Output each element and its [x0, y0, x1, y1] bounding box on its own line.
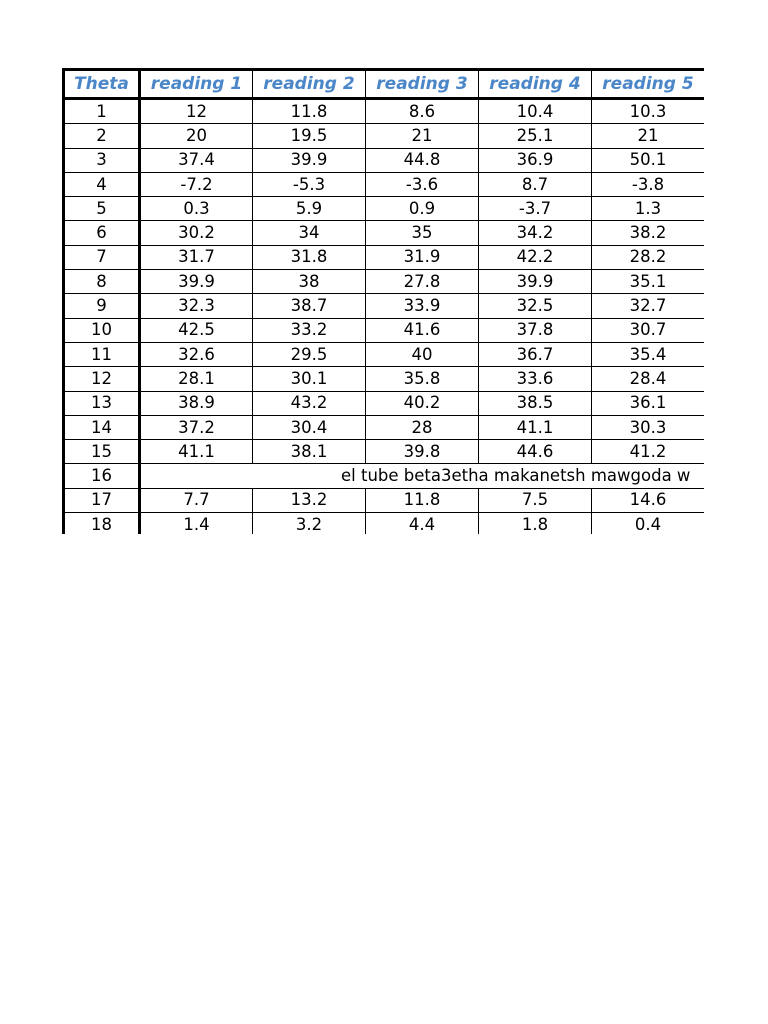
- reading-cell[interactable]: 0.9: [366, 197, 479, 221]
- header-reading-4[interactable]: reading 4: [479, 70, 592, 99]
- reading-cell[interactable]: 32.3: [140, 294, 253, 318]
- reading-cell[interactable]: 33.9: [366, 294, 479, 318]
- theta-cell[interactable]: 18: [64, 513, 140, 534]
- table-row: [64, 415, 705, 439]
- reading-cell[interactable]: 11.8: [253, 99, 366, 124]
- reading-cell[interactable]: 5.9: [253, 197, 366, 221]
- header-reading-5[interactable]: reading 5: [592, 70, 705, 99]
- table-row: [64, 391, 705, 415]
- reading-cell[interactable]: 33.2: [253, 318, 366, 342]
- reading-cell[interactable]: 7.5: [479, 488, 592, 512]
- theta-cell[interactable]: 17: [64, 488, 140, 512]
- reading-cell[interactable]: 30.7: [592, 318, 705, 342]
- reading-cell[interactable]: -3.6: [366, 172, 479, 196]
- reading-cell[interactable]: 28: [366, 415, 479, 439]
- reading-cell[interactable]: 10.3: [592, 99, 705, 124]
- reading-cell[interactable]: 32.6: [140, 342, 253, 366]
- header-reading-1[interactable]: reading 1: [140, 70, 253, 99]
- merged-note-cell[interactable]: el tube beta3etha makanetsh mawgoda w: [140, 464, 705, 488]
- theta-cell[interactable]: 13: [64, 391, 140, 415]
- reading-cell[interactable]: 41.2: [592, 440, 705, 464]
- header-theta[interactable]: Theta: [64, 70, 140, 99]
- theta-cell[interactable]: 8: [64, 270, 140, 294]
- theta-cell[interactable]: 12: [64, 367, 140, 391]
- table-row-note: [64, 464, 705, 488]
- table-row: [64, 294, 705, 318]
- table-row: [64, 318, 705, 342]
- reading-cell[interactable]: 40: [366, 342, 479, 366]
- reading-cell[interactable]: 0.3: [140, 197, 253, 221]
- reading-cell[interactable]: 38.2: [592, 221, 705, 245]
- reading-cell[interactable]: 44.6: [479, 440, 592, 464]
- reading-cell[interactable]: 21: [366, 124, 479, 148]
- reading-cell[interactable]: 32.5: [479, 294, 592, 318]
- reading-cell[interactable]: 40.2: [366, 391, 479, 415]
- reading-cell[interactable]: 38.5: [479, 391, 592, 415]
- reading-cell[interactable]: -5.3: [253, 172, 366, 196]
- table-body: [64, 99, 705, 535]
- reading-cell[interactable]: 30.4: [253, 415, 366, 439]
- reading-cell[interactable]: 31.7: [140, 245, 253, 269]
- reading-cell[interactable]: 29.5: [253, 342, 366, 366]
- reading-cell[interactable]: 28.2: [592, 245, 705, 269]
- reading-cell[interactable]: 39.8: [366, 440, 479, 464]
- table-row: [64, 99, 705, 124]
- table-row: [64, 221, 705, 245]
- table-row: [64, 148, 705, 172]
- theta-cell[interactable]: 11: [64, 342, 140, 366]
- reading-cell[interactable]: 1.3: [592, 197, 705, 221]
- theta-cell[interactable]: 6: [64, 221, 140, 245]
- reading-cell[interactable]: 31.9: [366, 245, 479, 269]
- reading-cell[interactable]: 30.2: [140, 221, 253, 245]
- reading-cell[interactable]: 36.7: [479, 342, 592, 366]
- reading-cell[interactable]: 39.9: [253, 148, 366, 172]
- reading-cell[interactable]: 36.9: [479, 148, 592, 172]
- table-row: [64, 270, 705, 294]
- reading-cell[interactable]: 19.5: [253, 124, 366, 148]
- reading-cell[interactable]: 39.9: [479, 270, 592, 294]
- table-row: [64, 197, 705, 221]
- table-row: [64, 367, 705, 391]
- reading-cell[interactable]: -7.2: [140, 172, 253, 196]
- reading-cell[interactable]: 37.4: [140, 148, 253, 172]
- reading-cell[interactable]: 4.4: [366, 513, 479, 534]
- theta-cell[interactable]: 1: [64, 99, 140, 124]
- reading-cell[interactable]: 25.1: [479, 124, 592, 148]
- reading-cell[interactable]: 1.4: [140, 513, 253, 534]
- reading-cell[interactable]: 34: [253, 221, 366, 245]
- reading-cell[interactable]: 36.1: [592, 391, 705, 415]
- theta-cell[interactable]: 7: [64, 245, 140, 269]
- reading-cell[interactable]: 44.8: [366, 148, 479, 172]
- reading-cell[interactable]: 0.4: [592, 513, 705, 534]
- reading-cell[interactable]: -3.8: [592, 172, 705, 196]
- table-row: [64, 513, 705, 534]
- reading-cell[interactable]: 28.4: [592, 367, 705, 391]
- reading-cell[interactable]: 39.9: [140, 270, 253, 294]
- theta-cell[interactable]: 10: [64, 318, 140, 342]
- table-row: [64, 440, 705, 464]
- reading-cell[interactable]: 21: [592, 124, 705, 148]
- reading-cell[interactable]: 8.6: [366, 99, 479, 124]
- reading-cell[interactable]: 32.7: [592, 294, 705, 318]
- spreadsheet-view: [62, 68, 704, 534]
- reading-cell[interactable]: 34.2: [479, 221, 592, 245]
- theta-cell[interactable]: 15: [64, 440, 140, 464]
- reading-cell[interactable]: 1.8: [479, 513, 592, 534]
- reading-cell[interactable]: 10.4: [479, 99, 592, 124]
- theta-cell[interactable]: 4: [64, 172, 140, 196]
- reading-cell[interactable]: 30.1: [253, 367, 366, 391]
- reading-cell[interactable]: 38.1: [253, 440, 366, 464]
- theta-cell[interactable]: 3: [64, 148, 140, 172]
- reading-cell[interactable]: 41.1: [479, 415, 592, 439]
- reading-cell[interactable]: 11.8: [366, 488, 479, 512]
- header-row: [64, 70, 705, 99]
- reading-cell[interactable]: 33.6: [479, 367, 592, 391]
- reading-cell[interactable]: 27.8: [366, 270, 479, 294]
- reading-cell[interactable]: 42.5: [140, 318, 253, 342]
- header-reading-3[interactable]: reading 3: [366, 70, 479, 99]
- reading-cell[interactable]: 42.2: [479, 245, 592, 269]
- reading-cell[interactable]: 31.8: [253, 245, 366, 269]
- reading-cell[interactable]: 14.6: [592, 488, 705, 512]
- reading-cell[interactable]: 37.8: [479, 318, 592, 342]
- table-row: [64, 342, 705, 366]
- reading-cell[interactable]: 35.4: [592, 342, 705, 366]
- reading-cell[interactable]: 38: [253, 270, 366, 294]
- table-row: [64, 245, 705, 269]
- table-row: [64, 488, 705, 512]
- reading-cell[interactable]: 7.7: [140, 488, 253, 512]
- reading-cell[interactable]: 30.3: [592, 415, 705, 439]
- reading-cell[interactable]: 3.2: [253, 513, 366, 534]
- reading-cell[interactable]: 41.1: [140, 440, 253, 464]
- reading-cell[interactable]: 28.1: [140, 367, 253, 391]
- reading-cell[interactable]: 37.2: [140, 415, 253, 439]
- reading-cell[interactable]: 12: [140, 99, 253, 124]
- header-reading-2[interactable]: reading 2: [253, 70, 366, 99]
- reading-cell[interactable]: 43.2: [253, 391, 366, 415]
- theta-cell[interactable]: 2: [64, 124, 140, 148]
- reading-cell[interactable]: 20: [140, 124, 253, 148]
- theta-cell[interactable]: 5: [64, 197, 140, 221]
- reading-cell[interactable]: -3.7: [479, 197, 592, 221]
- theta-cell[interactable]: 14: [64, 415, 140, 439]
- readings-table: [62, 68, 704, 534]
- theta-cell[interactable]: 9: [64, 294, 140, 318]
- reading-cell[interactable]: 35: [366, 221, 479, 245]
- theta-cell[interactable]: 16: [64, 464, 140, 488]
- reading-cell[interactable]: 35.1: [592, 270, 705, 294]
- reading-cell[interactable]: 35.8: [366, 367, 479, 391]
- reading-cell[interactable]: 38.9: [140, 391, 253, 415]
- table-row: [64, 172, 705, 196]
- reading-cell[interactable]: 41.6: [366, 318, 479, 342]
- reading-cell[interactable]: 38.7: [253, 294, 366, 318]
- reading-cell[interactable]: 8.7: [479, 172, 592, 196]
- reading-cell[interactable]: 50.1: [592, 148, 705, 172]
- table-row: [64, 124, 705, 148]
- reading-cell[interactable]: 13.2: [253, 488, 366, 512]
